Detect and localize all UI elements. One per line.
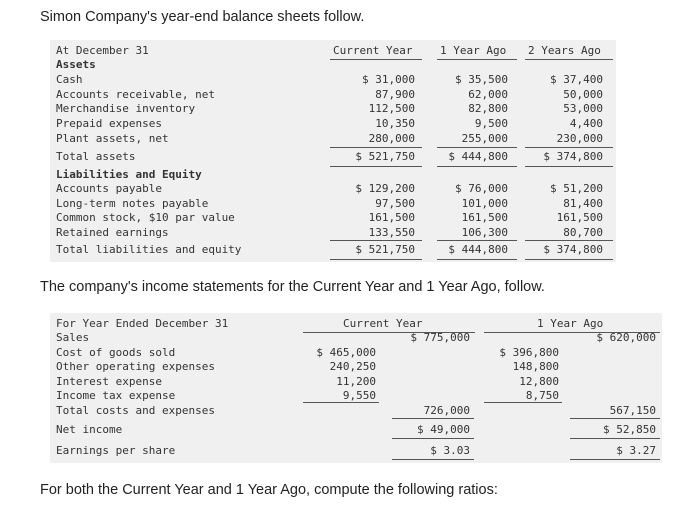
total-assets-rule-two (525, 147, 613, 148)
is-header-one: 1 Year Ago (537, 317, 604, 330)
bs-header-label: At December 31 (56, 44, 149, 57)
cost-row-one: 12,800 (519, 375, 559, 388)
asset-row-two: 4,400 (569, 117, 603, 130)
cost-row-one: 8,750 (525, 389, 559, 402)
asset-row-one: 255,000 (461, 132, 508, 145)
cost-row-one: $ 396,800 (499, 346, 559, 359)
cost-row-current: $ 465,000 (316, 346, 376, 359)
is-header-label: For Year Ended December 31 (56, 317, 229, 330)
total-costs-rule-one (570, 418, 660, 419)
is-header-current: Current Year (343, 317, 423, 330)
liab-row-current: 161,500 (368, 211, 415, 224)
eps-current: $ 3.03 (430, 444, 470, 457)
assets-heading: Assets (56, 58, 96, 71)
total-assets-two: $ 374,800 (543, 150, 603, 163)
sales-label: Sales (56, 331, 90, 344)
cost-row-one: 148,800 (512, 360, 559, 373)
total-assets-rule-current (330, 147, 422, 148)
bs-header-two: 2 Years Ago (528, 44, 601, 57)
sales-one: $ 620,000 (596, 331, 656, 344)
cost-row-label: Interest expense (56, 375, 162, 388)
liab-row-label: Accounts payable (56, 182, 162, 195)
cost-row-label: Cost of goods sold (56, 346, 176, 359)
liab-row-label: Long-term notes payable (56, 197, 209, 210)
total-costs-label: Total costs and expenses (56, 404, 215, 417)
asset-row-current: 10,350 (375, 117, 415, 130)
asset-row-label: Merchandise inventory (56, 102, 196, 115)
liab-row-two: 81,400 (563, 197, 603, 210)
bs-header-current: Current Year (333, 44, 413, 57)
asset-row-current: 112,500 (368, 102, 415, 115)
eps-rule-one (570, 459, 660, 460)
intro-text: Simon Company's year-end balance sheets follow. (40, 9, 365, 25)
asset-row-label: Accounts receivable, net (56, 88, 215, 101)
asset-row-two: 230,000 (556, 132, 603, 145)
net-income-rule-one (570, 438, 660, 439)
total-liab-current: $ 521,750 (355, 243, 415, 256)
liab-row-two: 80,700 (563, 226, 603, 239)
asset-row-two: 50,000 (563, 88, 603, 101)
eps-label: Earnings per share (56, 444, 176, 457)
eps-one: $ 3.27 (616, 444, 656, 457)
total-assets-underline-current (330, 166, 422, 167)
liab-row-two: 161,500 (556, 211, 603, 224)
liab-row-label: Common stock, $10 par value (56, 211, 235, 224)
asset-row-two: 53,000 (563, 102, 603, 115)
cost-row-current: 11,200 (336, 375, 376, 388)
income-intro-text: The company's income statements for the Current Year and 1 Year Ago, follow. (40, 279, 545, 295)
eps-rule-current (392, 459, 474, 460)
costs-rule-one (484, 402, 562, 403)
sales-current: $ 775,000 (410, 331, 470, 344)
asset-row-label: Plant assets, net (56, 132, 169, 145)
total-assets-label: Total assets (56, 150, 136, 163)
costs-rule-current (303, 402, 379, 403)
asset-row-current: $ 31,000 (362, 73, 415, 86)
total-assets-rule-one (437, 147, 517, 148)
total-liab-underline-one (437, 259, 517, 260)
liab-row-label: Retained earnings (56, 226, 169, 239)
liab-row-one: 106,300 (461, 226, 508, 239)
liab-row-current: 133,550 (368, 226, 415, 239)
total-liab-rule-one (437, 240, 517, 241)
net-income-rule-current (392, 438, 474, 439)
liab-row-one: $ 76,000 (455, 182, 508, 195)
cost-row-current: 240,250 (329, 360, 376, 373)
total-assets-underline-two (525, 166, 613, 167)
asset-row-one: $ 35,500 (455, 73, 508, 86)
liabilities-heading: Liabilities and Equity (56, 168, 202, 181)
liab-row-one: 161,500 (461, 211, 508, 224)
total-liab-label: Total liabilities and equity (56, 243, 242, 256)
bs-header-rule-current (330, 59, 422, 60)
total-costs-rule-current (392, 418, 474, 419)
bs-header-rule-two (525, 59, 613, 60)
asset-row-one: 9,500 (474, 117, 508, 130)
total-liab-underline-two (525, 259, 613, 260)
cost-row-current: 9,550 (342, 389, 376, 402)
asset-row-label: Cash (56, 73, 83, 86)
total-costs-one: 567,150 (609, 404, 656, 417)
bs-header-one: 1 Year Ago (440, 44, 507, 57)
liab-row-one: 101,000 (461, 197, 508, 210)
asset-row-current: 87,900 (375, 88, 415, 101)
liab-row-two: $ 51,200 (550, 182, 603, 195)
net-income-one: $ 52,850 (603, 423, 656, 436)
total-costs-current: 726,000 (423, 404, 470, 417)
total-liab-rule-current (330, 240, 422, 241)
total-assets-one: $ 444,800 (448, 150, 508, 163)
total-assets-current: $ 521,750 (355, 150, 415, 163)
asset-row-current: 280,000 (368, 132, 415, 145)
total-liab-rule-two (525, 240, 613, 241)
total-liab-two: $ 374,800 (543, 243, 603, 256)
liab-row-current: 97,500 (375, 197, 415, 210)
bs-header-rule-one (437, 59, 517, 60)
cost-row-label: Other operating expenses (56, 360, 215, 373)
total-liab-one: $ 444,800 (448, 243, 508, 256)
net-income-label: Net income (56, 423, 123, 436)
asset-row-one: 82,800 (468, 102, 508, 115)
total-liab-underline-current (330, 259, 422, 260)
total-assets-underline-one (437, 166, 517, 167)
footer-text: For both the Current Year and 1 Year Ago, compute the following ratios: (40, 482, 498, 498)
asset-row-one: 62,000 (468, 88, 508, 101)
cost-row-label: Income tax expense (56, 389, 176, 402)
asset-row-two: $ 37,400 (550, 73, 603, 86)
liab-row-current: $ 129,200 (355, 182, 415, 195)
asset-row-label: Prepaid expenses (56, 117, 162, 130)
net-income-current: $ 49,000 (417, 423, 470, 436)
